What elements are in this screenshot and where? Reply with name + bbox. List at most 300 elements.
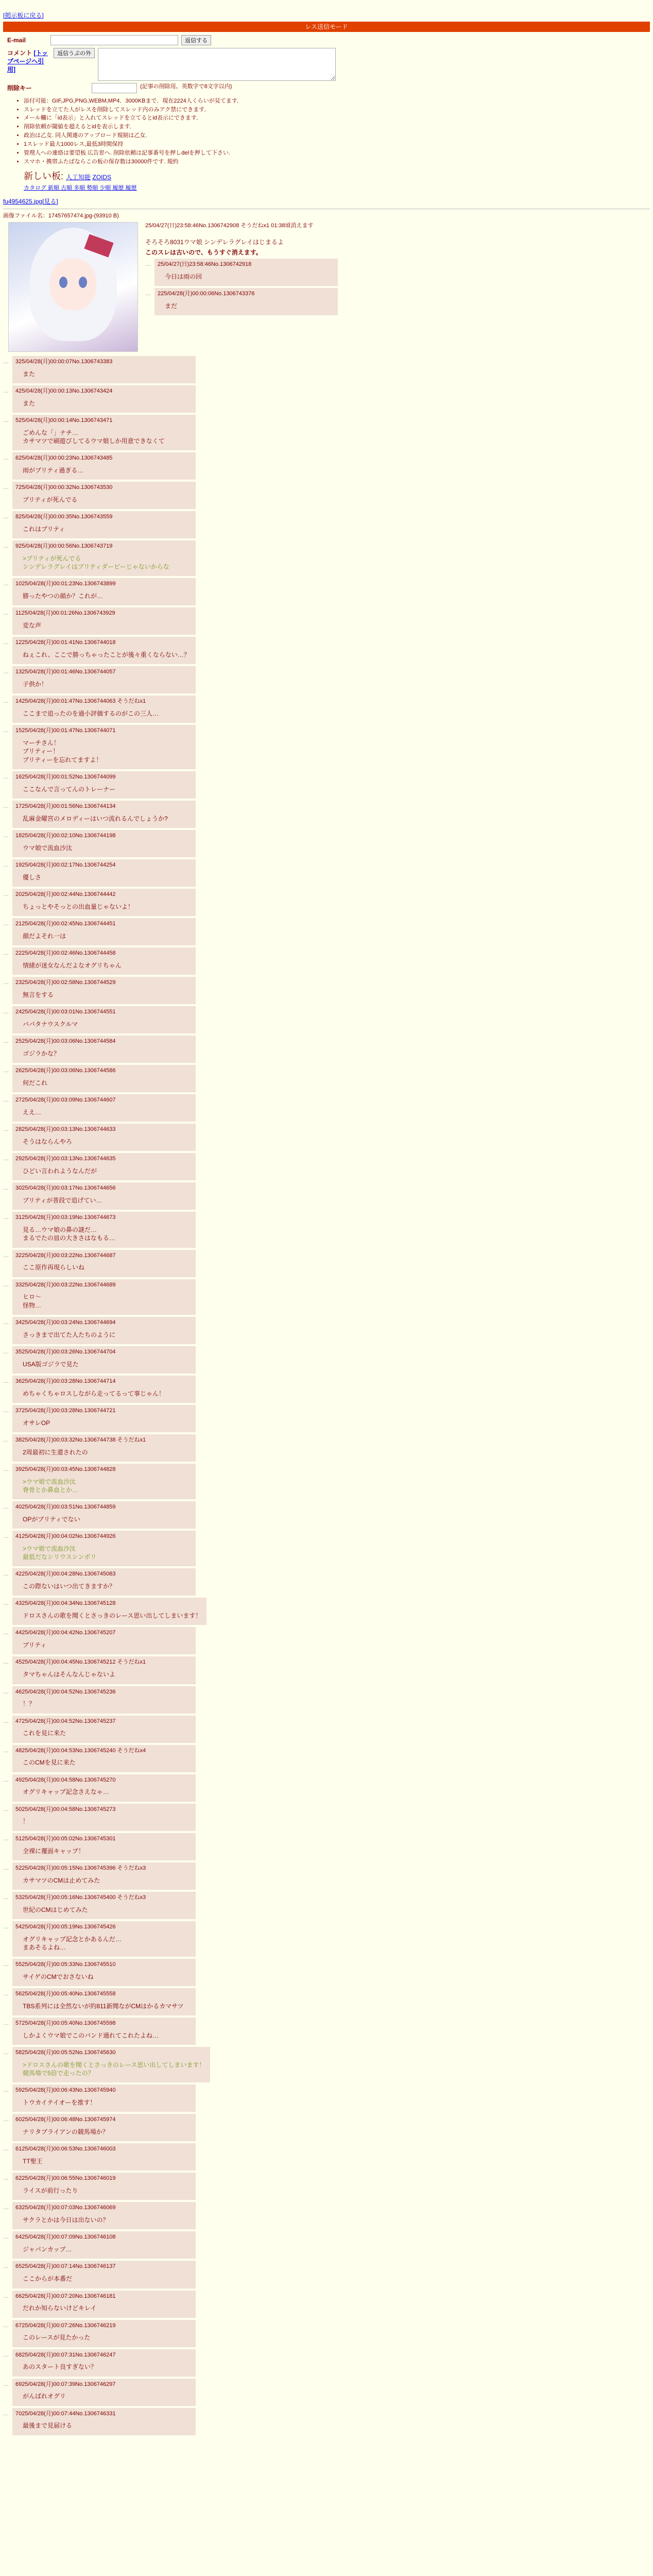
promo-link-zoids[interactable]: ZOIDS: [92, 173, 112, 181]
reply-message: そうはならんやろ: [23, 1138, 73, 1146]
reply-box: [12, 666, 196, 693]
table-row: [3, 1598, 650, 1625]
reply-box: [12, 2143, 196, 2171]
reply-indent: …: [3, 1504, 9, 1511]
table-row: [3, 637, 650, 664]
reply-message: また: [23, 370, 36, 378]
reply-box: [12, 1656, 196, 1684]
reply-indent: …: [145, 261, 151, 267]
reply-meta: 4625/04/28(月)00:04:52No.1306745236: [15, 1688, 116, 1695]
catalog-link[interactable]: カタログ 新順 古順 多順 勢順 少順 履歴 履歴: [24, 184, 137, 191]
reply-box: [12, 1250, 196, 1277]
table-row: [3, 578, 650, 605]
reply-meta: 725/04/28(月)00:00:32No.1306743530: [15, 484, 113, 490]
reply-box: [12, 1182, 196, 1210]
reply-indent: …: [3, 979, 9, 986]
reply-meta: 5125/04/28(月)00:05:02No.1306745301: [15, 1835, 116, 1842]
reply-box: [12, 511, 196, 538]
reply-message: オサレOP: [23, 1419, 50, 1427]
reply-message: サイゲのCMでおさないね: [23, 1973, 94, 1980]
reply-indent: …: [3, 1835, 9, 1842]
reply-box: [12, 1921, 196, 1957]
reply-indent: …: [3, 1038, 9, 1045]
table-row: [3, 2408, 650, 2435]
reply-box: [12, 1153, 196, 1180]
reply-box: [12, 1065, 196, 1092]
catalog-links: [24, 184, 650, 192]
reply-message: トウカイテイオーを推す！: [23, 2099, 96, 2107]
reply-box: [12, 1598, 207, 1625]
reply-box: [12, 2202, 196, 2229]
reply-meta: 5525/04/28(月)00:05:33No.1306745510: [15, 1961, 116, 1968]
reply-box: [12, 1036, 196, 1063]
reply-indent: …: [3, 514, 9, 520]
reply-meta: 2325/04/28(月)00:02:58No.1306744529: [15, 979, 116, 986]
reply-box: [12, 1745, 196, 1772]
table-row: [3, 1376, 650, 1403]
table-row: [3, 2379, 650, 2406]
reply-box: [12, 1804, 196, 1831]
reply-indent: …: [3, 417, 9, 423]
reply-box: [12, 918, 196, 945]
reply-meta: 6925/04/28(月)00:07:39No.1306746297: [15, 2381, 116, 2387]
rule-item: • スマホ・携帯ふたばならこの板の保存数は30000件です. 規約: [24, 158, 650, 166]
reply-meta: 5625/04/28(月)00:05:40No.1306745558: [15, 1991, 116, 1997]
table-row: [3, 482, 650, 509]
reply-message: 最後まで見届ける: [23, 2422, 73, 2430]
reply-box: [12, 1501, 196, 1529]
table-row: [3, 607, 650, 635]
reply-indent: …: [3, 2234, 9, 2241]
reply-box: [12, 482, 196, 509]
reply-indent: …: [3, 950, 9, 957]
table-row: [3, 540, 650, 576]
reply-indent: …: [3, 358, 9, 365]
thumb-eye-shape: [59, 277, 67, 288]
reply-box: [12, 1124, 196, 1151]
reply-message: TT聖王: [23, 2158, 43, 2165]
rule-item: • スレッドを立てた人がレスを削除してスレッド内のみアク禁にできます．: [24, 106, 650, 114]
reply-indent: …: [3, 2322, 9, 2329]
reply-box: [12, 2320, 196, 2347]
reply-meta: 4125/04/28(月)00:04:02No.1306744926: [15, 1533, 116, 1540]
top-nav: [3, 11, 650, 20]
reply-message: バパタナウスクルマ: [23, 1020, 78, 1028]
reply-message: ナリタブライアンの競馬場か？: [23, 2128, 109, 2136]
delete-key-label: 削除キー: [5, 83, 50, 93]
reply-box: [12, 977, 196, 1004]
promo-prefix: 新しい板:: [24, 171, 66, 181]
reply-meta: 3825/04/28(月)00:03:32No.1306744738 そうだねx1: [15, 1436, 146, 1443]
reply-meta: 3525/04/28(月)00:03:26No.1306744704: [15, 1348, 116, 1355]
table-row: [3, 725, 650, 769]
reply-indent: …: [3, 1466, 9, 1472]
reply-box: [12, 2018, 196, 2045]
comment-row: [5, 48, 650, 81]
reply-indent: …: [145, 290, 151, 297]
reply-indent: …: [3, 1923, 9, 1930]
reply-indent: …: [3, 803, 9, 809]
reply-meta: 2125/04/28(月)00:02:45No.1306744451: [15, 920, 116, 927]
rule-item: • メール欄に「id表示」と入れてスレッドを立てるとid表示にできます．: [24, 114, 650, 122]
reply-indent: …: [3, 1319, 9, 1326]
reply-box: [154, 288, 338, 315]
reply-box: [12, 1006, 196, 1033]
reply-message: 勝ったやつの顔か？これが…: [23, 592, 104, 600]
reply-box: [12, 2379, 196, 2406]
reply-box: [12, 2261, 196, 2288]
reply-box: [12, 1833, 196, 1860]
reply-box: [12, 540, 196, 576]
reply-meta: 1325/04/28(月)00:01:46No.1306744057: [15, 669, 116, 675]
table-row: [3, 1959, 650, 1986]
reply-message: >ブリティが死んでる シンデレラグレイはブリティダービーじゃないからな: [23, 554, 169, 571]
reply-meta: 2025/04/28(月)00:02:44No.1306744442: [15, 891, 116, 897]
reply-indent: …: [3, 1991, 9, 1997]
table-row: [3, 2261, 650, 2288]
reply-meta: 6025/04/28(月)00:06:48No.1306745974: [15, 2116, 116, 2123]
reply-indent: …: [3, 1747, 9, 1754]
reply-meta: 325/04/28(月)00:00:07No.1306743383: [15, 358, 113, 365]
table-row: [3, 1279, 650, 1315]
reply-indent: …: [3, 669, 9, 675]
reply-meta: 5425/04/28(月)00:05:19No.1306745426: [15, 1923, 116, 1930]
reply-box: [12, 889, 196, 916]
reply-box: [12, 385, 196, 413]
table-row: [3, 1065, 650, 1092]
reply-meta: 1925/04/28(月)00:02:17No.1306744254: [15, 861, 116, 868]
email-field[interactable]: [50, 35, 178, 45]
reply-meta: 4025/04/28(月)00:03:51No.1306744859: [15, 1504, 116, 1511]
table-row: [3, 2047, 650, 2082]
table-row: [3, 511, 650, 538]
reply-box: [12, 801, 196, 828]
reply-indent: …: [3, 2351, 9, 2358]
reply-box: [12, 1531, 196, 1566]
reply-message: まだ: [165, 302, 178, 310]
reply-message: 情緒が迷女なんだよなオグリちゃん: [23, 961, 122, 969]
reply-meta: 4925/04/28(月)00:04:58No.1306745270: [15, 1776, 116, 1783]
reply-box: [12, 2173, 196, 2200]
reply-message: ねぇこれ、ここで勝っちゃったことが後々重くならない…？: [23, 651, 190, 659]
table-row: [3, 2114, 650, 2141]
reply-meta: 1125/04/28(月)00:01:26No.1306743929: [15, 610, 115, 617]
reply-box: [12, 637, 196, 664]
submit-reply-button[interactable]: 返信する: [181, 35, 211, 45]
table-row: [3, 2202, 650, 2229]
rule-item: • 1スレッド最大1000レス,最低3時間保持: [24, 141, 650, 148]
reply-message: USA版ゴジラで見た: [23, 1360, 79, 1368]
table-row: [3, 977, 650, 1004]
reply-message: サクラとかは今日は出ないの？: [23, 2216, 109, 2224]
reply-meta: 1225/04/28(月)00:01:41No.1306744018: [15, 639, 116, 646]
table-row: [3, 918, 650, 945]
reply-message: ヒロ〜 怪物…: [23, 1293, 42, 1309]
reply-meta: 6525/04/28(月)00:07:14No.1306746137: [15, 2263, 116, 2270]
reply-meta: 1025/04/28(月)00:01:23No.1306743899: [15, 581, 116, 587]
promo-line: [24, 170, 650, 182]
reply-message: これはブリティ: [23, 525, 65, 533]
reply-box: [12, 1317, 196, 1344]
reply-meta: 6225/04/28(月)00:06:55No.1306746019: [15, 2175, 116, 2182]
reply-meta: 625/04/28(月)00:00:23No.1306743485: [15, 454, 113, 461]
table-row: [3, 452, 650, 480]
op-thumbnail[interactable]: [8, 222, 138, 352]
reply-indent: …: [3, 1865, 9, 1871]
reply-message: この際ないはいつ出てきますか？: [23, 1583, 116, 1590]
reply-message: ひどい言われようなんだが: [23, 1167, 97, 1175]
quote-top-link[interactable]: [トップページへ引用]: [7, 49, 48, 73]
table-row: [3, 2291, 650, 2318]
table-row: [3, 356, 650, 383]
table-row: [3, 771, 650, 799]
reply-indent: …: [3, 2205, 9, 2211]
reply-indent: …: [3, 1600, 9, 1607]
reply-box: [12, 1686, 196, 1714]
reply-meta: 6825/04/28(月)00:07:31No.1306746247: [15, 2351, 116, 2358]
reply-indent: …: [3, 2146, 9, 2153]
reply-message: 今日は雨の回: [165, 273, 202, 280]
reply-message: 子供か！: [23, 681, 48, 688]
back-to-board-link[interactable]: [掲示板に戻る]: [3, 12, 44, 19]
reply-box: [12, 2047, 210, 2082]
reply-message: >ドロスさんの歌を聞くとさっきのレース思い出してしまいます！ 競馬場で5倍で走ったの？: [23, 2061, 205, 2077]
reply-indent: …: [3, 1436, 9, 1443]
reply-meta: 3425/04/28(月)00:03:24No.1306744694: [15, 1319, 116, 1326]
table-row: [3, 1124, 650, 1151]
reply-box: [12, 1892, 196, 1919]
table-row: [3, 1434, 650, 1462]
reply-meta: 4325/04/28(月)00:04:34No.1306745128: [15, 1600, 116, 1607]
comment-textarea[interactable]: [98, 48, 336, 81]
reply-indent: …: [3, 1533, 9, 1540]
reply-indent: …: [3, 2116, 9, 2123]
table-row: [3, 1250, 650, 1277]
delete-row: [5, 83, 650, 93]
reply-indent: …: [3, 1630, 9, 1636]
reply-box: [12, 1376, 196, 1403]
reply-message: 雨がブリティ過ぎる…: [23, 466, 84, 474]
reply-indent: …: [3, 454, 9, 461]
promo-link-ai[interactable]: 人工知能: [66, 173, 91, 181]
reply-box: [12, 356, 196, 383]
reply-indent: …: [3, 1659, 9, 1666]
email-label: E-mail: [5, 35, 50, 45]
reply-box: [12, 725, 196, 769]
reply-meta: 425/04/28(月)00:00:13No.1306743424: [15, 387, 113, 394]
reply-message: ブリティ: [23, 1641, 47, 1649]
reply-message: TBS系列には全然ないが約811新聞ながCMはかるカマサツ: [23, 2002, 184, 2010]
reply-indent: …: [3, 1067, 9, 1074]
table-row: [3, 1006, 650, 1033]
reply-meta: 6625/04/28(月)00:07:20No.1306746181: [15, 2293, 116, 2299]
reply-message: これを見に来た: [23, 1730, 66, 1737]
reply-box: [12, 1405, 196, 1432]
reply-box: [12, 1862, 196, 1890]
table-row: [3, 1921, 650, 1957]
table-row: [3, 2231, 650, 2259]
reply-message: このCMを見に来た: [23, 1759, 76, 1767]
table-row: [3, 666, 650, 693]
reply-message: ここまで追ったのを過小評価するのがこの三人…: [23, 710, 159, 718]
op-inline-replies: [145, 259, 338, 315]
table-row: [3, 2320, 650, 2347]
reply-box: [12, 859, 196, 887]
reply-indent: …: [3, 1214, 9, 1221]
reply-meta: 825/04/28(月)00:00:35No.1306743559: [15, 514, 113, 520]
reply-indent: …: [3, 1126, 9, 1133]
reply-indent: …: [3, 861, 9, 868]
dice-button[interactable]: 返信うぷの外: [54, 48, 95, 58]
table-row: [3, 889, 650, 916]
reply-indent: …: [3, 920, 9, 927]
reply-indent: …: [3, 1156, 9, 1162]
reply-indent: …: [3, 1688, 9, 1695]
reply-meta: 925/04/28(月)00:00:56No.1306743719: [15, 543, 113, 550]
reply-message: ！: [23, 1818, 29, 1825]
table-row: [3, 830, 650, 857]
reply-message: このレースが見たかった: [23, 2334, 91, 2342]
table-row: [3, 1745, 650, 1772]
reply-meta: 2825/04/28(月)00:03:13No.1306744633: [15, 1126, 116, 1133]
reply-message: ゴジラかな？: [23, 1049, 60, 1057]
reply-meta: 2525/04/28(月)00:03:06No.1306744584: [15, 1038, 116, 1045]
reply-message: OPがブリティでない: [23, 1515, 80, 1523]
reply-indent: …: [3, 2263, 9, 2270]
reply-box: [12, 2231, 196, 2259]
reply-form: [5, 35, 650, 93]
table-row: [3, 1716, 650, 1743]
reply-meta: 3325/04/28(月)00:03:22No.1306744689: [15, 1281, 116, 1288]
reply-meta: 2425/04/28(月)00:03:01No.1306744551: [15, 1009, 116, 1015]
reply-indent: …: [3, 2020, 9, 2027]
reply-meta: 2625/04/28(月)00:03:06No.1306744586: [15, 1067, 116, 1074]
reply-indent: …: [3, 1806, 9, 1812]
reply-message: ライスが前行ったり: [23, 2187, 78, 2195]
reply-box: [12, 452, 196, 480]
reply-message: カサマツのCMは止めてみた: [23, 1876, 100, 1884]
table-row: [3, 801, 650, 828]
table-row: [3, 1036, 650, 1063]
table-row: [3, 2143, 650, 2171]
op-line-1: そろそろ8031ウマ娘 シンデレラグレイはじまるよ: [145, 238, 284, 246]
op-body: [145, 222, 338, 352]
reply-box: [12, 1568, 196, 1596]
reply-message: 優しさ: [23, 873, 42, 881]
reply-box: [12, 1434, 196, 1462]
email-row: [5, 35, 650, 45]
thread-image-link[interactable]: fu4954625.jpg[見る]: [3, 197, 58, 205]
reply-message: マーチさん！ ブリティー！ ブリティーを忘れてますよ！: [23, 739, 102, 764]
thumb-eye-shape: [79, 277, 87, 288]
reply-message: ジャパンカップ…: [23, 2246, 72, 2253]
reply-meta: 6125/04/28(月)00:06:53No.1306746003: [15, 2146, 116, 2153]
reply-indent: …: [3, 639, 9, 646]
reply-box: [12, 1959, 196, 1986]
reply-indent: …: [3, 387, 9, 394]
reply-message: ええ…: [23, 1109, 42, 1116]
reply-meta: 5225/04/28(月)00:05:15No.1306745396 そうだねx3: [15, 1865, 146, 1871]
reply-indent: …: [3, 891, 9, 897]
reply-message: ドロスさんの歌を聞くとさっきのレース思い出してしまいます！: [23, 1612, 202, 1620]
reply-indent: …: [3, 773, 9, 780]
reply-box: [12, 1279, 196, 1315]
reply-meta: 5925/04/28(月)00:06:43No.1306745940: [15, 2087, 116, 2094]
reply-meta: 3925/04/28(月)00:03:45No.1306744828: [15, 1466, 116, 1472]
table-row: [3, 1182, 650, 1210]
reply-indent: …: [3, 1894, 9, 1901]
reply-meta: 525/04/28(月)00:00:14No.1306743471: [15, 417, 113, 423]
table-row: [145, 259, 338, 286]
reply-indent: …: [3, 1571, 9, 1578]
reply-box: [12, 696, 196, 723]
reply-box: [12, 1627, 196, 1654]
reply-message: ここからが本番だ: [23, 2275, 73, 2283]
table-row: [3, 1094, 650, 1122]
comment-label-text: コメント: [7, 49, 32, 57]
thumb-face-shape: [50, 259, 96, 310]
reply-box: [12, 830, 196, 857]
reply-message: 無言をする: [23, 991, 54, 998]
reply-meta: 25/04/27(日)23:58:46No.1306742918: [158, 261, 252, 267]
reply-indent: …: [3, 727, 9, 734]
reply-indent: …: [3, 1185, 9, 1192]
reply-message: さっきまで出てた人たちのように: [23, 1331, 116, 1338]
reply-indent: …: [3, 543, 9, 550]
table-row: [3, 2018, 650, 2045]
reply-message: しかよくウマ娘でこのバンド通れてこれたよね…: [23, 2031, 159, 2039]
reply-meta: 3025/04/28(月)00:03:17No.1306744656: [15, 1185, 116, 1192]
reply-message: 全裸に覆面キャップ！: [23, 1847, 85, 1855]
reply-message: 変な声: [23, 622, 42, 630]
reply-box: [154, 259, 338, 286]
reply-indent: …: [3, 2410, 9, 2417]
rule-item: • 削除依頼が閾値を超えるとidを表示します．: [24, 123, 650, 131]
reply-mode-bar: レス送信モード: [3, 22, 650, 32]
reply-box: [12, 771, 196, 799]
reply-message: ウマ娘で流血沙汰: [23, 844, 73, 852]
rule-item: • 管理人への連絡は要望板 広告窓へ. 削除依頼は記事番号を押しdelを押して下さい.: [24, 149, 650, 157]
reply-indent: …: [3, 581, 9, 587]
reply-meta: 2725/04/28(月)00:03:09No.1306744607: [15, 1097, 116, 1104]
reply-box: [12, 2349, 196, 2377]
reply-indent: …: [3, 610, 9, 617]
reply-meta: 1825/04/28(月)00:02:10No.1306744198: [15, 832, 116, 839]
reply-message: ここ原作再現らしいね: [23, 1264, 85, 1272]
reply-meta: 3225/04/28(月)00:03:22No.1306744687: [15, 1252, 116, 1259]
reply-message: >ウマ娘で流血沙汰 脊骨とか鼻血とか…: [23, 1478, 79, 1494]
reply-meta: 7025/04/28(月)00:07:44No.1306746331: [15, 2410, 116, 2417]
reply-indent: …: [3, 1281, 9, 1288]
table-row: [3, 1317, 650, 1344]
table-row: [3, 696, 650, 723]
reply-box: [12, 1212, 196, 1247]
rule-item: • 政治は乙女. 同人関連のアップロード規制は乙女.: [24, 132, 650, 140]
reply-indent: …: [3, 2087, 9, 2094]
table-row: [3, 1892, 650, 1919]
reply-box: [12, 1094, 196, 1122]
reply-message: 顔だよそれ一は: [23, 932, 66, 940]
reply-message: 乱麻金曜宮のメロディーはいつ流れるんでしょうか?: [23, 815, 168, 822]
reply-message: 何だこれ: [23, 1079, 48, 1087]
reply-box: [12, 2291, 196, 2318]
reply-box: [12, 947, 196, 975]
thread-file-link: [3, 197, 650, 206]
delete-key-field[interactable]: [92, 83, 137, 93]
table-row: [3, 1804, 650, 1831]
reply-meta: 5825/04/28(月)00:05:52No.1306745630: [15, 2049, 116, 2056]
reply-indent: …: [3, 1009, 9, 1015]
